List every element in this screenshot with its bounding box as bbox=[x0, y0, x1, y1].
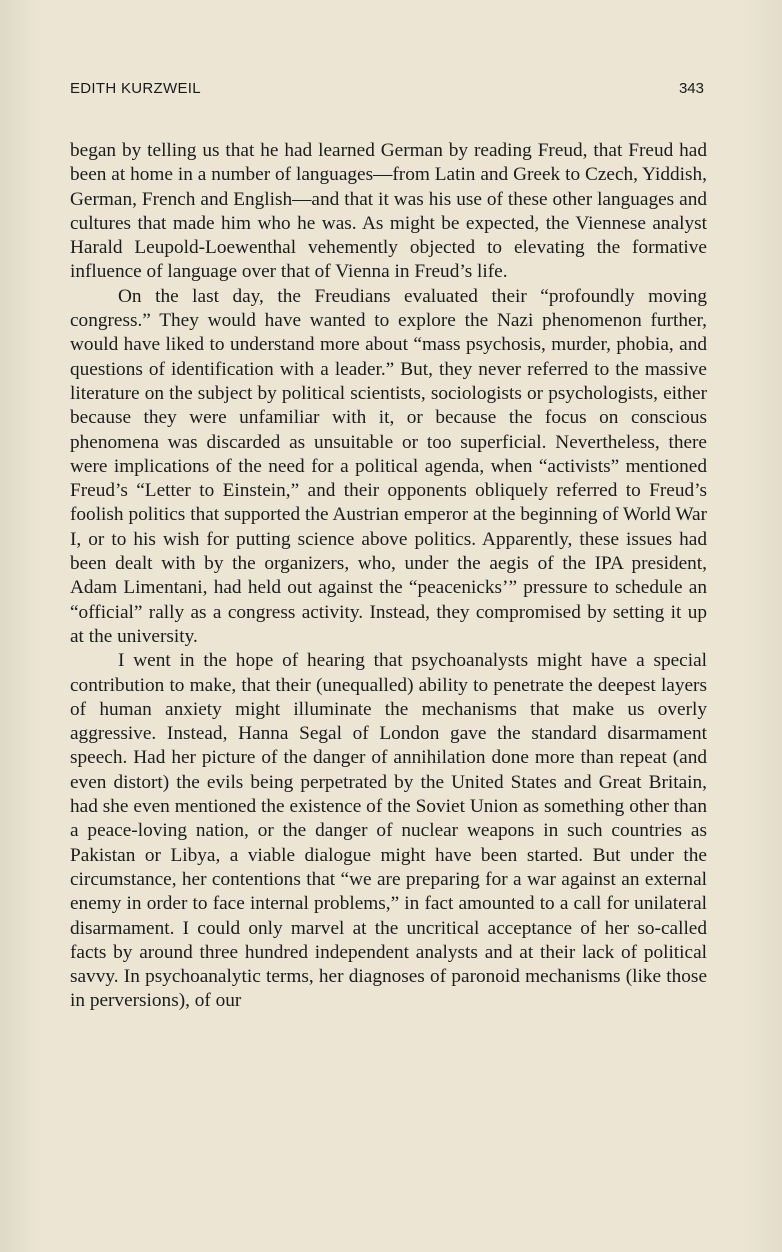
paragraph-continuation: began by telling us that he had learned German by reading Freud, that Freud had been at home in a number of languages—from Latin and Greek to Czech, Yiddish, German, French and English—and that it was his use of these other languages and cultures that made him who he was. As might be expected, the Viennese analyst Harald Leupold-Loewenthal vehemently objected to elevating the formative influence of language over that of Vienna in Freud’s life. bbox=[70, 140, 707, 283]
running-head bbox=[70, 80, 710, 104]
paragraph-last-day: On the last day, the Freudians evaluated their “profoundly moving congress.” They would have wanted to explore the Nazi phenomenon further, would have liked to understand more about “mass psychosis, murder, phobia, and questions of identification with a leader.” But, they never referred to the massive literature on the subject by political scientists, sociologists or psychologists, either because they were unfamiliar with it, or because the focus on conscious phenomena was discarded as unsuitable or too superficial. Nevertheless, there were implications of the need for a political agenda, when “activists” mentioned Freud’s “Letter to Einstein,” and their opponents obliquely referred to Freud’s foolish politics that supported the Austrian emperor at the beginning of World War I, or to his wish for putting science above politics. Apparently, these issues had been dealt with by the organizers, who, under the aegis of the IPA president, Adam Limentani, had held out against the “peacenicks’” pressure to schedule an “official” rally as a congress activity. Instead, they compromised by setting it up at the university. bbox=[70, 285, 707, 647]
paragraph-hope: I went in the hope of hearing that psychoanalysts might have a special contribution to make, that their (unequalled) ability to penetrate the deepest layers of human anxiety might illuminate the mechanisms that make us overly aggressive. Instead, Hanna Segal of London gave the standard disarmament speech. Had her picture of the danger of annihilation done more than repeat (and even distort) the evils being perpetrated by the United States and Great Britain, had she even mentioned the existence of the Soviet Union as something other than a peace-loving nation, or the danger of nuclear weapons in such countries as Pakistan or Libya, a viable dialogue might have been started. But under the circumstance, her contentions that “we are preparing for a war against an external enemy in order to face internal problems,” in fact amounted to a call for unilateral disarmament. I could only marvel at the uncritical acceptance of her so-called facts by around three hundred independent analysts and at their lack of political savvy. In psychoanalytic terms, her diagnoses of paronoid mechanisms (like those in perversions), of our bbox=[70, 650, 707, 1012]
page-number: 343 bbox=[678, 80, 704, 97]
body-text bbox=[70, 139, 707, 1014]
running-head-author: EDITH KURZWEIL bbox=[70, 80, 201, 97]
